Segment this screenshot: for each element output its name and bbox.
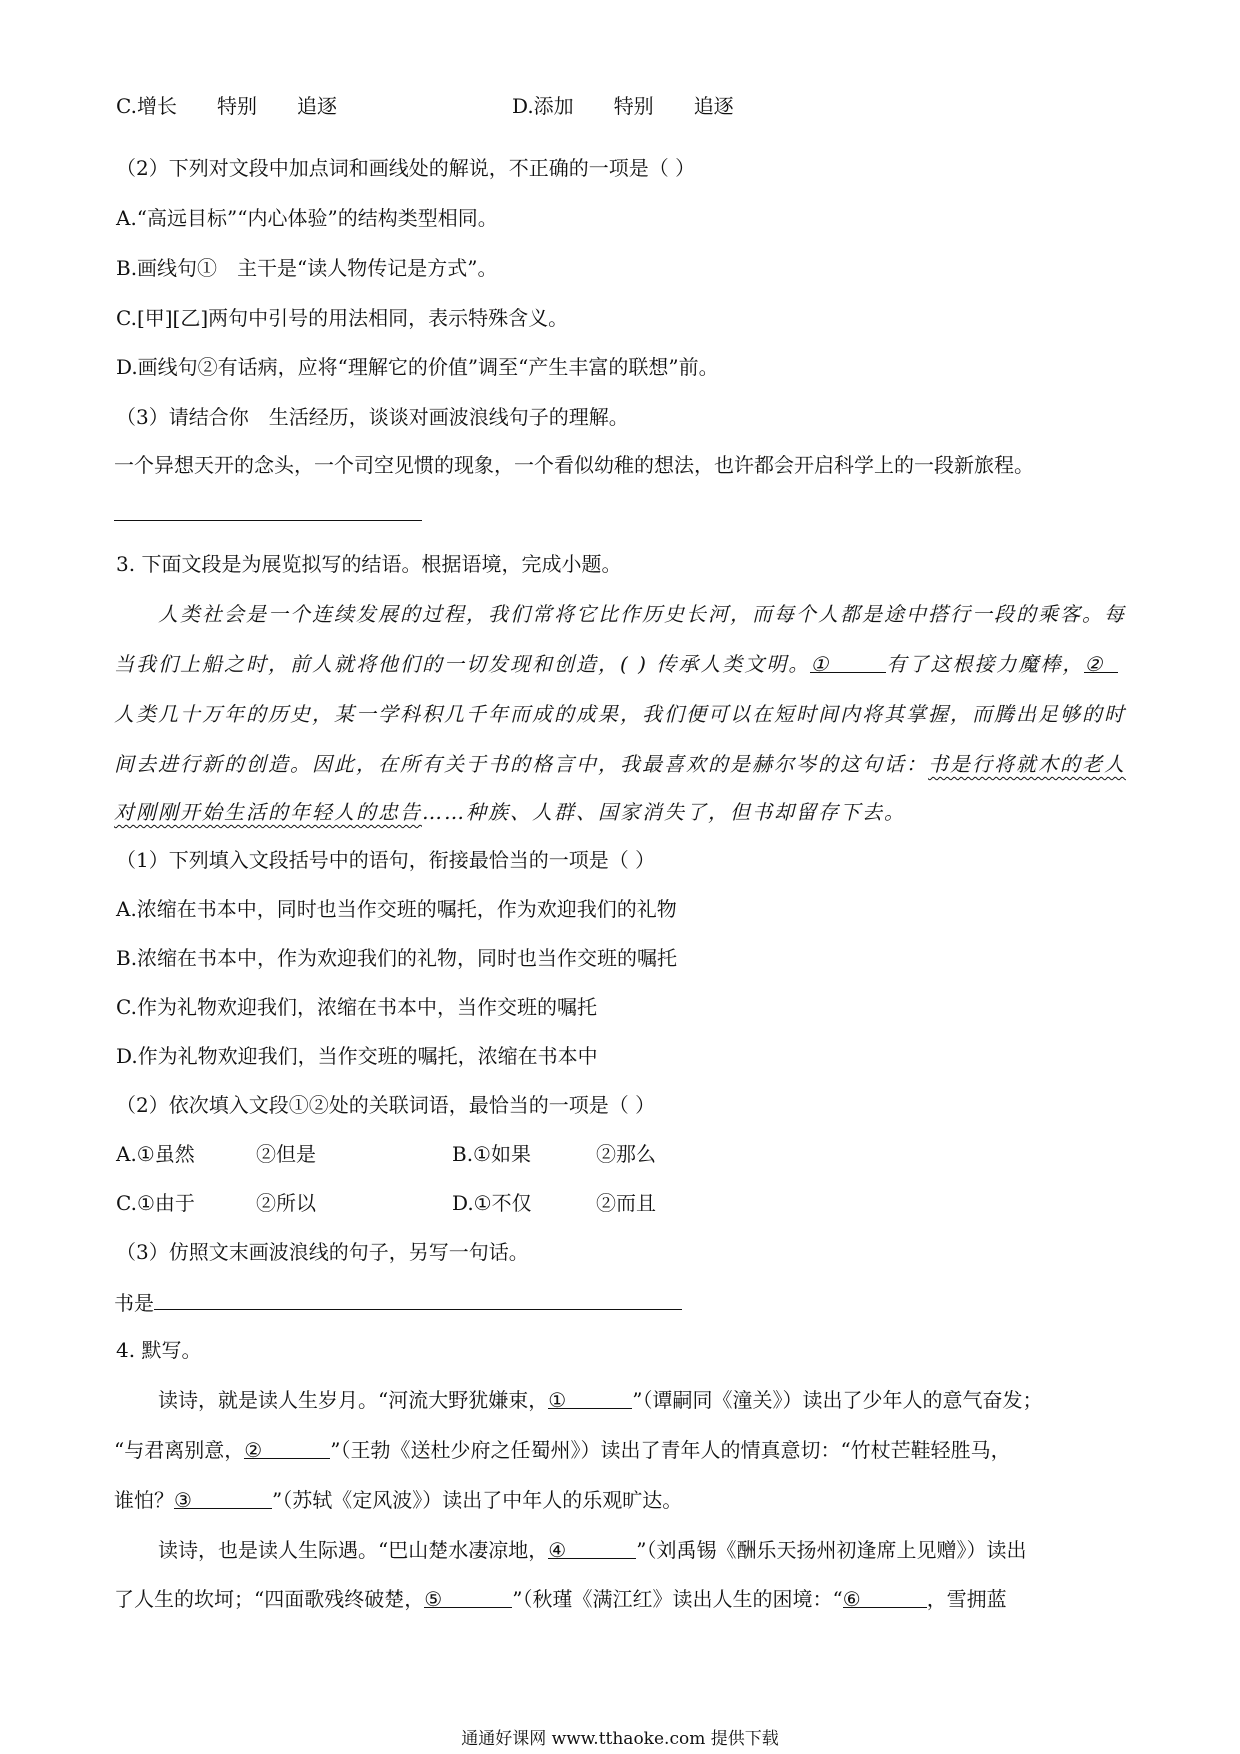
blank-1[interactable] xyxy=(810,650,886,676)
q4-line3-pre: 谁怕？ xyxy=(114,1488,174,1512)
q4-line1-pre: 读诗，就是读人生岁月。“河流大野犹嫌束， xyxy=(158,1388,549,1412)
option-d-word2: 特别 xyxy=(613,94,654,118)
poem-blank-5[interactable] xyxy=(424,1585,512,1611)
q3-passage-line4-pre: 间去进行新的创造。因此，在所有关于书的格言中，我最喜欢的是赫尔岑的这句话： xyxy=(114,752,928,776)
q3-3-answer-blank[interactable] xyxy=(154,1287,682,1310)
q4-line5 xyxy=(114,1585,1007,1613)
q3-1-option-a: A.浓缩在书本中，同时也当作交班的嘱托，作为欢迎我们的礼物 xyxy=(116,897,677,921)
q3-1-stem: （1）下列填入文段括号中的语句，衔接最恰当的一项是（ ） xyxy=(116,848,656,872)
q2-3-stem-post: 生活经历，谈谈对画波浪线句子的理解。 xyxy=(268,405,629,429)
option-c-label: C.增长 xyxy=(116,94,177,118)
q3-2-option-d1: D.①不仅 xyxy=(452,1191,532,1215)
answer-line[interactable] xyxy=(114,520,422,521)
q3-2-option-a2: ②但是 xyxy=(256,1142,316,1166)
poem-blank-1[interactable] xyxy=(548,1386,632,1412)
q4-line1 xyxy=(158,1386,1042,1414)
q3-passage-line2-mid: 有了这根接力魔棒， xyxy=(886,652,1085,676)
q2-2-option-a: A.“高远目标”“内心体验”的结构类型相同。 xyxy=(116,206,498,230)
poem-blank-3-marker: ③ xyxy=(174,1488,192,1512)
wavy-sentence-part2: 对刚刚开始生活的年轻人的忠告 xyxy=(114,800,422,824)
q4-line5-mid: ”（秋瑾《满江红》读出人生的困境：“ xyxy=(512,1587,843,1611)
page-footer: 通通好课网 www.tthaoke.com 提供下载 xyxy=(461,1729,779,1749)
option-d-label: D.添加 xyxy=(512,94,574,118)
blank-1-marker: ① xyxy=(810,652,831,676)
option-d-row xyxy=(512,92,734,120)
q3-title: 3. 下面文段是为展览拟写的结语。根据语境，完成小题。 xyxy=(116,552,622,576)
poem-blank-2[interactable] xyxy=(244,1436,330,1462)
q2-3-sentence: 一个异想天开的念头，一个司空见惯的现象，一个看似幼稚的想法，也许都会开启科学上的一段新旅程。 xyxy=(114,453,1034,477)
q2-2-option-b-pre: B.画线句① xyxy=(116,256,218,280)
q3-2-stem: （2）依次填入文段①②处的关联词语，最恰当的一项是（ ） xyxy=(116,1093,656,1117)
q3-passage-line4 xyxy=(114,750,1126,778)
blank-2-marker: ② xyxy=(1084,652,1105,676)
q3-passage-line2-pre: 当我们上船之时，前人就将他们的一切发现和创造，( ) 传承人类文明。 xyxy=(114,652,811,676)
q3-2-option-c2: ②所以 xyxy=(256,1191,316,1215)
q4-line4-pre: 读诗，也是读人生际遇。“巴山楚水凄凉地， xyxy=(158,1538,549,1562)
q4-line2 xyxy=(114,1436,1011,1464)
q3-2-option-c1: C.①由于 xyxy=(116,1191,195,1215)
poem-blank-3[interactable] xyxy=(174,1486,272,1512)
q3-1-option-d: D.作为礼物欢迎我们，当作交班的嘱托，浓缩在书本中 xyxy=(116,1044,598,1068)
q4-line2-post: ”（王勃《送杜少府之任蜀州》）读出了青年人的情真意切：“竹杖芒鞋轻胜马， xyxy=(330,1438,1011,1462)
poem-blank-4-marker: ④ xyxy=(548,1538,567,1562)
poem-blank-1-marker: ① xyxy=(548,1388,567,1412)
q3-1-option-b: B.浓缩在书本中，作为欢迎我们的礼物，同时也当作交班的嘱托 xyxy=(116,946,678,970)
option-d-word3: 追逐 xyxy=(693,94,734,118)
poem-blank-2-marker: ② xyxy=(244,1438,263,1462)
q4-line2-pre: “与君离别意， xyxy=(114,1438,245,1462)
q2-2-option-d: D.画线句②有话病，应将“理解它的价值”调至“产生丰富的联想”前。 xyxy=(116,355,719,379)
q3-passage-line5-post: ……种族、人群、国家消失了，但书却留存下去。 xyxy=(422,800,906,824)
q4-line3 xyxy=(114,1486,682,1514)
q3-2-option-b1: B.①如果 xyxy=(452,1142,531,1166)
q3-3-stem: （3）仿照文末画波浪线的句子，另写一句话。 xyxy=(116,1240,529,1264)
poem-blank-6[interactable] xyxy=(842,1585,927,1611)
q3-passage-line2 xyxy=(114,650,1118,678)
q4-line5-post: ，雪拥蓝 xyxy=(926,1587,1007,1611)
q3-2-option-d2: ②而且 xyxy=(596,1191,656,1215)
q3-3-answer-row xyxy=(114,1287,682,1317)
q4-line4-post: ”（刘禹锡《酬乐天扬州初逢席上见赠》）读出 xyxy=(636,1538,1027,1562)
q3-1-option-c: C.作为礼物欢迎我们，浓缩在书本中，当作交班的嘱托 xyxy=(116,995,597,1019)
q2-2-option-c: C.[甲][乙]两句中引号的用法相同，表示特殊含义。 xyxy=(116,306,569,330)
q4-line4 xyxy=(158,1536,1026,1564)
option-c-word3: 追逐 xyxy=(296,94,337,118)
poem-blank-6-marker: ⑥ xyxy=(842,1587,861,1611)
q4-line5-pre: 了人生的坎坷；“四面歌残终破楚， xyxy=(114,1587,425,1611)
poem-blank-5-marker: ⑤ xyxy=(424,1587,443,1611)
q2-2-option-b xyxy=(116,254,498,282)
q3-passage-line1: 人类社会是一个连续发展的过程，我们常将它比作历史长河，而每个人都是途中搭行一段的乘客。每 xyxy=(158,602,1126,626)
q3-passage-line3: 人类几十万年的历史，某一学科积几千年而成的成果，我们便可以在短时间内将其掌握，而腾出足够的时 xyxy=(114,702,1126,726)
poem-blank-4[interactable] xyxy=(548,1536,636,1562)
q2-3-stem xyxy=(116,403,629,431)
q3-2-option-a1: A.①虽然 xyxy=(116,1142,195,1166)
option-c-row xyxy=(116,92,337,120)
option-c-word2: 特别 xyxy=(216,94,257,118)
blank-2[interactable] xyxy=(1084,650,1118,676)
q2-2-option-b-post: 主干是“读人物传记是方式”。 xyxy=(237,256,498,280)
q2-2-stem: （2）下列对文段中加点词和画线处的解说，不正确的一项是（ ） xyxy=(116,156,696,180)
q4-line1-post: ”（谭嗣同《潼关》）读出了少年人的意气奋发； xyxy=(632,1388,1043,1412)
q3-passage-line5 xyxy=(114,798,906,826)
q4-line3-post: ”（苏轼《定风波》）读出了中年人的乐观旷达。 xyxy=(272,1488,683,1512)
wavy-sentence-part1: 书是行将就木的老人 xyxy=(928,752,1126,776)
q3-3-prefix: 书是 xyxy=(114,1291,154,1315)
q2-3-stem-pre: （3）请结合你 xyxy=(116,405,249,429)
q3-2-option-b2: ②那么 xyxy=(596,1142,656,1166)
q4-title: 4. 默写。 xyxy=(116,1338,202,1362)
